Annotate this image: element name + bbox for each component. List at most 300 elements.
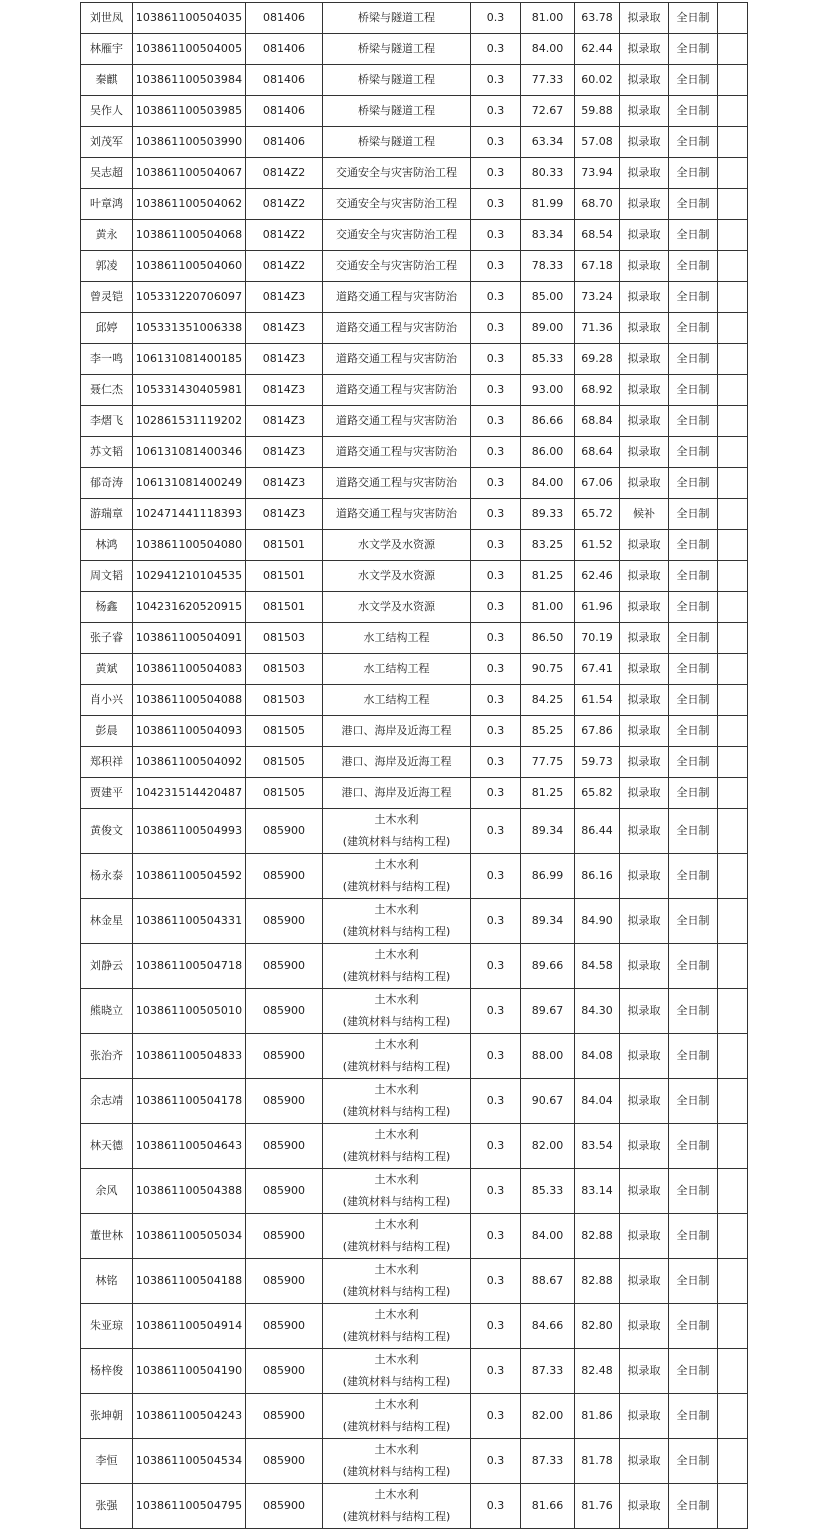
major-name-cell: 道路交通工程与灾害防治 [323,437,471,468]
retest-score-cell: 85.33 [521,1169,575,1214]
major-code-cell: 085900 [246,1484,323,1529]
major-name-line: 土木水利 [374,1398,419,1411]
table-row [81,158,748,189]
weight-cell: 0.3 [471,592,521,623]
retest-score-cell: 88.00 [521,1034,575,1079]
study-mode-cell: 全日制 [669,854,718,899]
admission-status-cell: 拟录取 [620,1034,669,1079]
table-row [81,127,748,158]
major-code-cell: 081406 [246,96,323,127]
weight-cell: 0.3 [471,1079,521,1124]
major-code-cell: 081503 [246,623,323,654]
weight-cell: 0.3 [471,1394,521,1439]
study-mode-cell: 全日制 [669,127,718,158]
major-name-cell: 交通安全与灾害防治工程 [323,158,471,189]
major-code-cell: 085900 [246,1034,323,1079]
note-cell [718,747,748,778]
study-mode-cell: 全日制 [669,1484,718,1529]
candidate-id-cell: 103861100504914 [133,1304,246,1349]
retest-score-cell: 90.75 [521,654,575,685]
major-name-cell: 交通安全与灾害防治工程 [323,251,471,282]
table-row [81,1394,748,1439]
retest-score-cell: 81.25 [521,561,575,592]
major-direction-line: (建筑材料与结构工程) [342,925,451,938]
study-mode-cell: 全日制 [669,716,718,747]
table-row [81,899,748,944]
major-name-line: 土木水利 [374,948,419,961]
note-cell [718,3,748,34]
retest-score-cell: 83.25 [521,530,575,561]
table-row [81,654,748,685]
total-score-cell: 84.30 [575,989,620,1034]
retest-score-cell: 89.34 [521,899,575,944]
major-name-cell: 水文学及水资源 [323,592,471,623]
student-name-cell: 李熠飞 [81,406,133,437]
candidate-id-cell: 103861100503984 [133,65,246,96]
total-score-cell: 68.84 [575,406,620,437]
total-score-cell: 61.96 [575,592,620,623]
candidate-id-cell: 103861100504331 [133,899,246,944]
admission-status-cell: 拟录取 [620,809,669,854]
admission-status-cell: 拟录取 [620,592,669,623]
table-row [81,778,748,809]
candidate-id-cell: 102471441118393 [133,499,246,530]
study-mode-cell: 全日制 [669,34,718,65]
weight-cell: 0.3 [471,127,521,158]
weight-cell: 0.3 [471,747,521,778]
major-name-cell: 桥梁与隧道工程 [323,127,471,158]
admission-status-cell: 拟录取 [620,34,669,65]
major-direction-line: (建筑材料与结构工程) [342,1060,451,1073]
student-name-cell: 张强 [81,1484,133,1529]
retest-score-cell: 77.75 [521,747,575,778]
major-name-cell [323,1394,471,1439]
total-score-cell: 84.58 [575,944,620,989]
table-row [81,1034,748,1079]
table-row [81,1079,748,1124]
major-name-cell: 水工结构工程 [323,685,471,716]
student-name-cell: 李恒 [81,1439,133,1484]
candidate-id-cell: 106131081400249 [133,468,246,499]
note-cell [718,406,748,437]
major-name-line: 土木水利 [374,1488,419,1501]
student-name-cell: 黄永 [81,220,133,251]
total-score-cell: 61.52 [575,530,620,561]
major-code-cell: 081503 [246,654,323,685]
major-code-cell: 0814Z3 [246,344,323,375]
total-score-cell: 63.78 [575,3,620,34]
total-score-cell: 82.88 [575,1214,620,1259]
total-score-cell: 82.80 [575,1304,620,1349]
weight-cell: 0.3 [471,561,521,592]
table-row [81,65,748,96]
student-name-cell: 秦麒 [81,65,133,96]
study-mode-cell: 全日制 [669,251,718,282]
study-mode-cell: 全日制 [669,189,718,220]
weight-cell: 0.3 [471,944,521,989]
admission-status-cell: 拟录取 [620,468,669,499]
total-score-cell: 68.92 [575,375,620,406]
table-row [81,344,748,375]
total-score-cell: 81.76 [575,1484,620,1529]
total-score-cell: 68.54 [575,220,620,251]
weight-cell: 0.3 [471,65,521,96]
candidate-id-cell: 103861100503990 [133,127,246,158]
weight-cell: 0.3 [471,854,521,899]
weight-cell: 0.3 [471,344,521,375]
major-code-cell: 081406 [246,65,323,96]
note-cell [718,778,748,809]
note-cell [718,251,748,282]
study-mode-cell: 全日制 [669,1304,718,1349]
study-mode-cell: 全日制 [669,778,718,809]
note-cell [718,499,748,530]
major-code-cell: 0814Z2 [246,220,323,251]
admission-status-cell: 拟录取 [620,158,669,189]
major-name-cell [323,1079,471,1124]
retest-score-cell: 87.33 [521,1349,575,1394]
student-name-cell: 聂仁杰 [81,375,133,406]
student-name-cell: 刘茂军 [81,127,133,158]
major-name-cell: 道路交通工程与灾害防治 [323,499,471,530]
student-name-cell: 郭凌 [81,251,133,282]
major-direction-line: (建筑材料与结构工程) [342,970,451,983]
major-name-cell [323,1034,471,1079]
major-name-cell [323,1439,471,1484]
retest-score-cell: 81.00 [521,592,575,623]
student-name-cell: 张坤朝 [81,1394,133,1439]
total-score-cell: 83.14 [575,1169,620,1214]
student-name-cell: 邱婷 [81,313,133,344]
major-direction-line: (建筑材料与结构工程) [342,1420,451,1433]
note-cell [718,654,748,685]
major-name-line: 土木水利 [374,1173,419,1186]
major-name-cell: 水工结构工程 [323,654,471,685]
admission-status-cell: 拟录取 [620,127,669,158]
table-row [81,251,748,282]
student-name-cell: 刘世凤 [81,3,133,34]
major-direction-line: (建筑材料与结构工程) [342,880,451,893]
weight-cell: 0.3 [471,654,521,685]
student-name-cell: 杨鑫 [81,592,133,623]
major-code-cell: 0814Z2 [246,158,323,189]
major-code-cell: 0814Z3 [246,437,323,468]
study-mode-cell: 全日制 [669,1124,718,1169]
total-score-cell: 84.04 [575,1079,620,1124]
major-name-line: 土木水利 [374,1353,419,1366]
admission-status-cell: 拟录取 [620,65,669,96]
admission-status-cell: 拟录取 [620,1439,669,1484]
study-mode-cell: 全日制 [669,1214,718,1259]
retest-score-cell: 85.25 [521,716,575,747]
retest-score-cell: 80.33 [521,158,575,189]
major-code-cell: 085900 [246,809,323,854]
study-mode-cell: 全日制 [669,592,718,623]
table-row [81,854,748,899]
major-direction-line: (建筑材料与结构工程) [342,1240,451,1253]
candidate-id-cell: 103861100504067 [133,158,246,189]
table-row [81,189,748,220]
admission-status-cell: 拟录取 [620,899,669,944]
student-name-cell: 林雁宇 [81,34,133,65]
table-row [81,220,748,251]
major-name-cell [323,1214,471,1259]
major-code-cell: 085900 [246,1259,323,1304]
student-name-cell: 董世林 [81,1214,133,1259]
major-code-cell: 085900 [246,1124,323,1169]
total-score-cell: 62.46 [575,561,620,592]
study-mode-cell: 全日制 [669,1439,718,1484]
total-score-cell: 65.82 [575,778,620,809]
student-name-cell: 吴作人 [81,96,133,127]
student-name-cell: 刘静云 [81,944,133,989]
note-cell [718,1394,748,1439]
total-score-cell: 67.86 [575,716,620,747]
student-name-cell: 余风 [81,1169,133,1214]
total-score-cell: 71.36 [575,313,620,344]
study-mode-cell: 全日制 [669,499,718,530]
retest-score-cell: 81.25 [521,778,575,809]
major-direction-line: (建筑材料与结构工程) [342,1285,451,1298]
note-cell [718,899,748,944]
major-name-line: 土木水利 [374,1263,419,1276]
table-row [81,96,748,127]
note-cell [718,468,748,499]
candidate-id-cell: 103861100504068 [133,220,246,251]
note-cell [718,530,748,561]
candidate-id-cell: 103861100504795 [133,1484,246,1529]
admission-status-cell: 拟录取 [620,1349,669,1394]
weight-cell: 0.3 [471,499,521,530]
table-row [81,282,748,313]
retest-score-cell: 88.67 [521,1259,575,1304]
candidate-id-cell: 103861100504035 [133,3,246,34]
candidate-id-cell: 103861100504718 [133,944,246,989]
total-score-cell: 81.78 [575,1439,620,1484]
admission-status-cell: 拟录取 [620,220,669,251]
study-mode-cell: 全日制 [669,1169,718,1214]
major-name-cell: 桥梁与隧道工程 [323,3,471,34]
candidate-id-cell: 103861100503985 [133,96,246,127]
retest-score-cell: 63.34 [521,127,575,158]
total-score-cell: 61.54 [575,685,620,716]
major-code-cell: 085900 [246,1439,323,1484]
note-cell [718,944,748,989]
major-name-cell: 交通安全与灾害防治工程 [323,220,471,251]
study-mode-cell: 全日制 [669,654,718,685]
major-direction-line: (建筑材料与结构工程) [342,1375,451,1388]
note-cell [718,34,748,65]
major-code-cell: 0814Z3 [246,375,323,406]
major-name-cell [323,989,471,1034]
total-score-cell: 67.41 [575,654,620,685]
major-name-cell: 桥梁与隧道工程 [323,65,471,96]
total-score-cell: 70.19 [575,623,620,654]
admission-status-cell: 拟录取 [620,1079,669,1124]
admission-status-cell: 拟录取 [620,854,669,899]
note-cell [718,809,748,854]
student-name-cell: 杨梓俊 [81,1349,133,1394]
study-mode-cell: 全日制 [669,1034,718,1079]
student-name-cell: 张治齐 [81,1034,133,1079]
student-name-cell: 林鸿 [81,530,133,561]
note-cell [718,158,748,189]
note-cell [718,282,748,313]
table-row [81,313,748,344]
weight-cell: 0.3 [471,989,521,1034]
admission-status-cell: 拟录取 [620,1394,669,1439]
major-name-line: 土木水利 [374,993,419,1006]
major-name-cell: 桥梁与隧道工程 [323,96,471,127]
student-name-cell: 李一鸣 [81,344,133,375]
candidate-id-cell: 105331351006338 [133,313,246,344]
retest-score-cell: 89.66 [521,944,575,989]
weight-cell: 0.3 [471,1349,521,1394]
note-cell [718,1079,748,1124]
admission-status-cell: 拟录取 [620,375,669,406]
major-name-cell: 交通安全与灾害防治工程 [323,189,471,220]
candidate-id-cell: 103861100504178 [133,1079,246,1124]
major-name-line: 土木水利 [374,858,419,871]
candidate-id-cell: 103861100504833 [133,1034,246,1079]
table-row [81,1439,748,1484]
note-cell [718,1034,748,1079]
study-mode-cell: 全日制 [669,406,718,437]
study-mode-cell: 全日制 [669,344,718,375]
study-mode-cell: 全日制 [669,1394,718,1439]
candidate-id-cell: 102941210104535 [133,561,246,592]
weight-cell: 0.3 [471,468,521,499]
table-row [81,1484,748,1529]
student-name-cell: 林天德 [81,1124,133,1169]
retest-score-cell: 89.33 [521,499,575,530]
note-cell [718,623,748,654]
major-name-cell: 道路交通工程与灾害防治 [323,313,471,344]
study-mode-cell: 全日制 [669,313,718,344]
table-row [81,747,748,778]
major-code-cell: 085900 [246,899,323,944]
candidate-id-cell: 104231620520915 [133,592,246,623]
candidate-id-cell: 103861100504060 [133,251,246,282]
major-name-cell: 道路交通工程与灾害防治 [323,375,471,406]
admission-status-cell: 拟录取 [620,344,669,375]
major-code-cell: 0814Z2 [246,251,323,282]
study-mode-cell: 全日制 [669,96,718,127]
retest-score-cell: 85.00 [521,282,575,313]
candidate-id-cell: 103861100504083 [133,654,246,685]
retest-score-cell: 89.34 [521,809,575,854]
student-name-cell: 林金星 [81,899,133,944]
major-name-cell [323,1304,471,1349]
major-code-cell: 085900 [246,1304,323,1349]
note-cell [718,127,748,158]
note-cell [718,1439,748,1484]
major-code-cell: 085900 [246,1079,323,1124]
study-mode-cell: 全日制 [669,623,718,654]
major-name-cell [323,1349,471,1394]
study-mode-cell: 全日制 [669,899,718,944]
total-score-cell: 60.02 [575,65,620,96]
study-mode-cell: 全日制 [669,65,718,96]
candidate-id-cell: 103861100504188 [133,1259,246,1304]
student-name-cell: 贾建平 [81,778,133,809]
total-score-cell: 73.24 [575,282,620,313]
major-code-cell: 081501 [246,561,323,592]
study-mode-cell: 全日制 [669,989,718,1034]
admission-table [80,2,748,1529]
weight-cell: 0.3 [471,251,521,282]
admission-status-cell: 拟录取 [620,96,669,127]
student-name-cell: 郁奇涛 [81,468,133,499]
student-name-cell: 吴志超 [81,158,133,189]
study-mode-cell: 全日制 [669,1349,718,1394]
study-mode-cell: 全日制 [669,158,718,189]
total-score-cell: 84.08 [575,1034,620,1079]
table-row [81,989,748,1034]
major-direction-line: (建筑材料与结构工程) [342,1015,451,1028]
major-code-cell: 0814Z3 [246,499,323,530]
table-row [81,1124,748,1169]
admission-status-cell: 拟录取 [620,716,669,747]
weight-cell: 0.3 [471,313,521,344]
retest-score-cell: 93.00 [521,375,575,406]
student-name-cell: 游瑞章 [81,499,133,530]
total-score-cell: 69.28 [575,344,620,375]
admission-status-cell: 拟录取 [620,3,669,34]
major-name-cell: 道路交通工程与灾害防治 [323,344,471,375]
candidate-id-cell: 105331430405981 [133,375,246,406]
major-name-cell: 水工结构工程 [323,623,471,654]
study-mode-cell: 全日制 [669,747,718,778]
table-row [81,716,748,747]
major-name-line: 土木水利 [374,1443,419,1456]
weight-cell: 0.3 [471,1214,521,1259]
admission-status-cell: 拟录取 [620,989,669,1034]
note-cell [718,561,748,592]
candidate-id-cell: 103861100504388 [133,1169,246,1214]
admission-status-cell: 拟录取 [620,747,669,778]
weight-cell: 0.3 [471,437,521,468]
retest-score-cell: 78.33 [521,251,575,282]
note-cell [718,716,748,747]
major-name-line: 土木水利 [374,1128,419,1141]
total-score-cell: 86.44 [575,809,620,854]
major-name-cell: 港口、海岸及近海工程 [323,778,471,809]
candidate-id-cell: 103861100504993 [133,809,246,854]
note-cell [718,1124,748,1169]
student-name-cell: 周文韬 [81,561,133,592]
major-name-cell: 道路交通工程与灾害防治 [323,282,471,313]
note-cell [718,96,748,127]
study-mode-cell: 全日制 [669,1079,718,1124]
candidate-id-cell: 102861531119202 [133,406,246,437]
study-mode-cell: 全日制 [669,944,718,989]
retest-score-cell: 86.00 [521,437,575,468]
table-row [81,1304,748,1349]
study-mode-cell: 全日制 [669,561,718,592]
weight-cell: 0.3 [471,1034,521,1079]
weight-cell: 0.3 [471,406,521,437]
admission-status-cell: 拟录取 [620,685,669,716]
major-code-cell: 085900 [246,1349,323,1394]
table-row [81,499,748,530]
total-score-cell: 83.54 [575,1124,620,1169]
note-cell [718,989,748,1034]
table-row [81,1259,748,1304]
major-code-cell: 085900 [246,989,323,1034]
total-score-cell: 57.08 [575,127,620,158]
total-score-cell: 67.18 [575,251,620,282]
